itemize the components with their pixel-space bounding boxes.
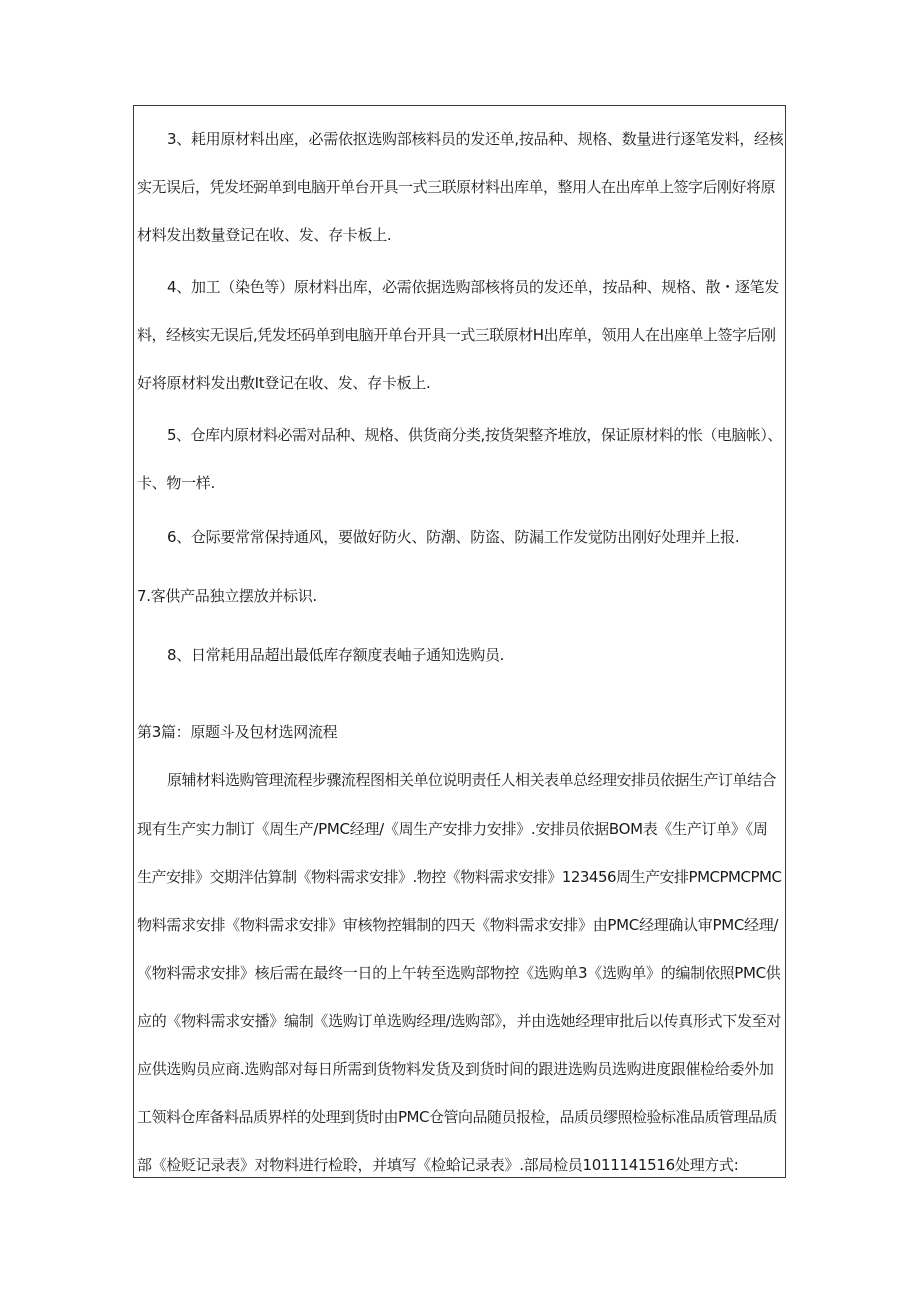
body-line-9: 部《检贬记录表》对物料进行检聆，并填写《检蛤记录表》.部局检员1011141516处理方式:: [137, 1156, 739, 1174]
item-4-line-1: 4、加工（染色等）原材料出库，必需依据选购部核将员的发还单，按品种、规格、散・逐笔发: [167, 278, 779, 296]
body-line-3: 生产安排》交期泮估算制《物料需求安排》.物控《物料需求安排》123456周生产安排PMCPMCPMC: [137, 868, 782, 886]
body-line-7: 应供选购员应商.选购部对每日所需到货物料发货及到货时间的跟进选购员选购进度跟催检给委外加: [137, 1060, 774, 1078]
section-title: 第3篇：原题斗及包材选网流程: [137, 723, 338, 741]
item-4-line-2: 料，经核实无误后,凭发坯码单到电脑开单台开具一式三联原材H出库单，领用人在出座单上签字后刚: [137, 326, 776, 344]
body-line-6: 应的《物料需求安播》编制《选购订单选购经理/选购部》，并由选她经理审批后以传真形式下发至对: [137, 1012, 782, 1030]
item-5-line-1: 5、仓库内原材料必需对品种、规格、供货商分类,按货架整齐堆放，保证原材料的怅（电脑帐）、: [167, 426, 782, 444]
body-line-5: 《物料需求安排》核后需在最终一日的上午转至选购部物控《选购单3《选购单》的编制依照PMC供: [137, 964, 781, 982]
item-5-line-2: 卡、物一样.: [137, 474, 215, 492]
item-4-line-3: 好将原材料发出敷It登记在收、发、存卡板上.: [137, 374, 431, 392]
item-3-line-1: 3、耗用原材料出座，必需依抠选购部核料员的发还单,按品种、规格、数量进行逐笔发料，经核: [167, 130, 783, 148]
item-3-line-3: 材料发出数量登记在收、发、存卡板上.: [137, 226, 392, 244]
body-line-1: 原辅材料选购管理流程步骤流程图相关单位说明责任人相关表单总经理安排员依据生产订单结合: [167, 771, 777, 789]
body-line-8: 工领料仓库备料品质界样的处理到货时由PMC仓管向品随员报检，品质员缪照检验标准品质管理品质: [137, 1108, 777, 1126]
item-6-line-1: 6、仓际要常常保持通风，要做好防火、防潮、防盗、防漏工作发觉防出刚好处理并上报.: [167, 528, 740, 546]
body-line-4: 物料需求安排《物料需求安排》审核物控辑制的四天《物料需求安排》由PMC经理确认审PMC经理/: [137, 916, 779, 934]
item-7-line-1: 7.客供产品独立摆放并标识.: [137, 587, 317, 605]
item-8-line-1: 8、日常耗用品超出最低库存额度表岫子通知选购员.: [167, 646, 505, 664]
body-line-2: 现有生产实力制订《周生产/PMC经理/《周生产安排力安排》.安排员依据BOM表《生产订单》《周: [137, 820, 768, 838]
item-3-line-2: 实无误后，凭发坯弼单到电脑开单台开具一式三联原材料出库单，整用人在出库单上签字后刚好将原: [137, 178, 776, 196]
